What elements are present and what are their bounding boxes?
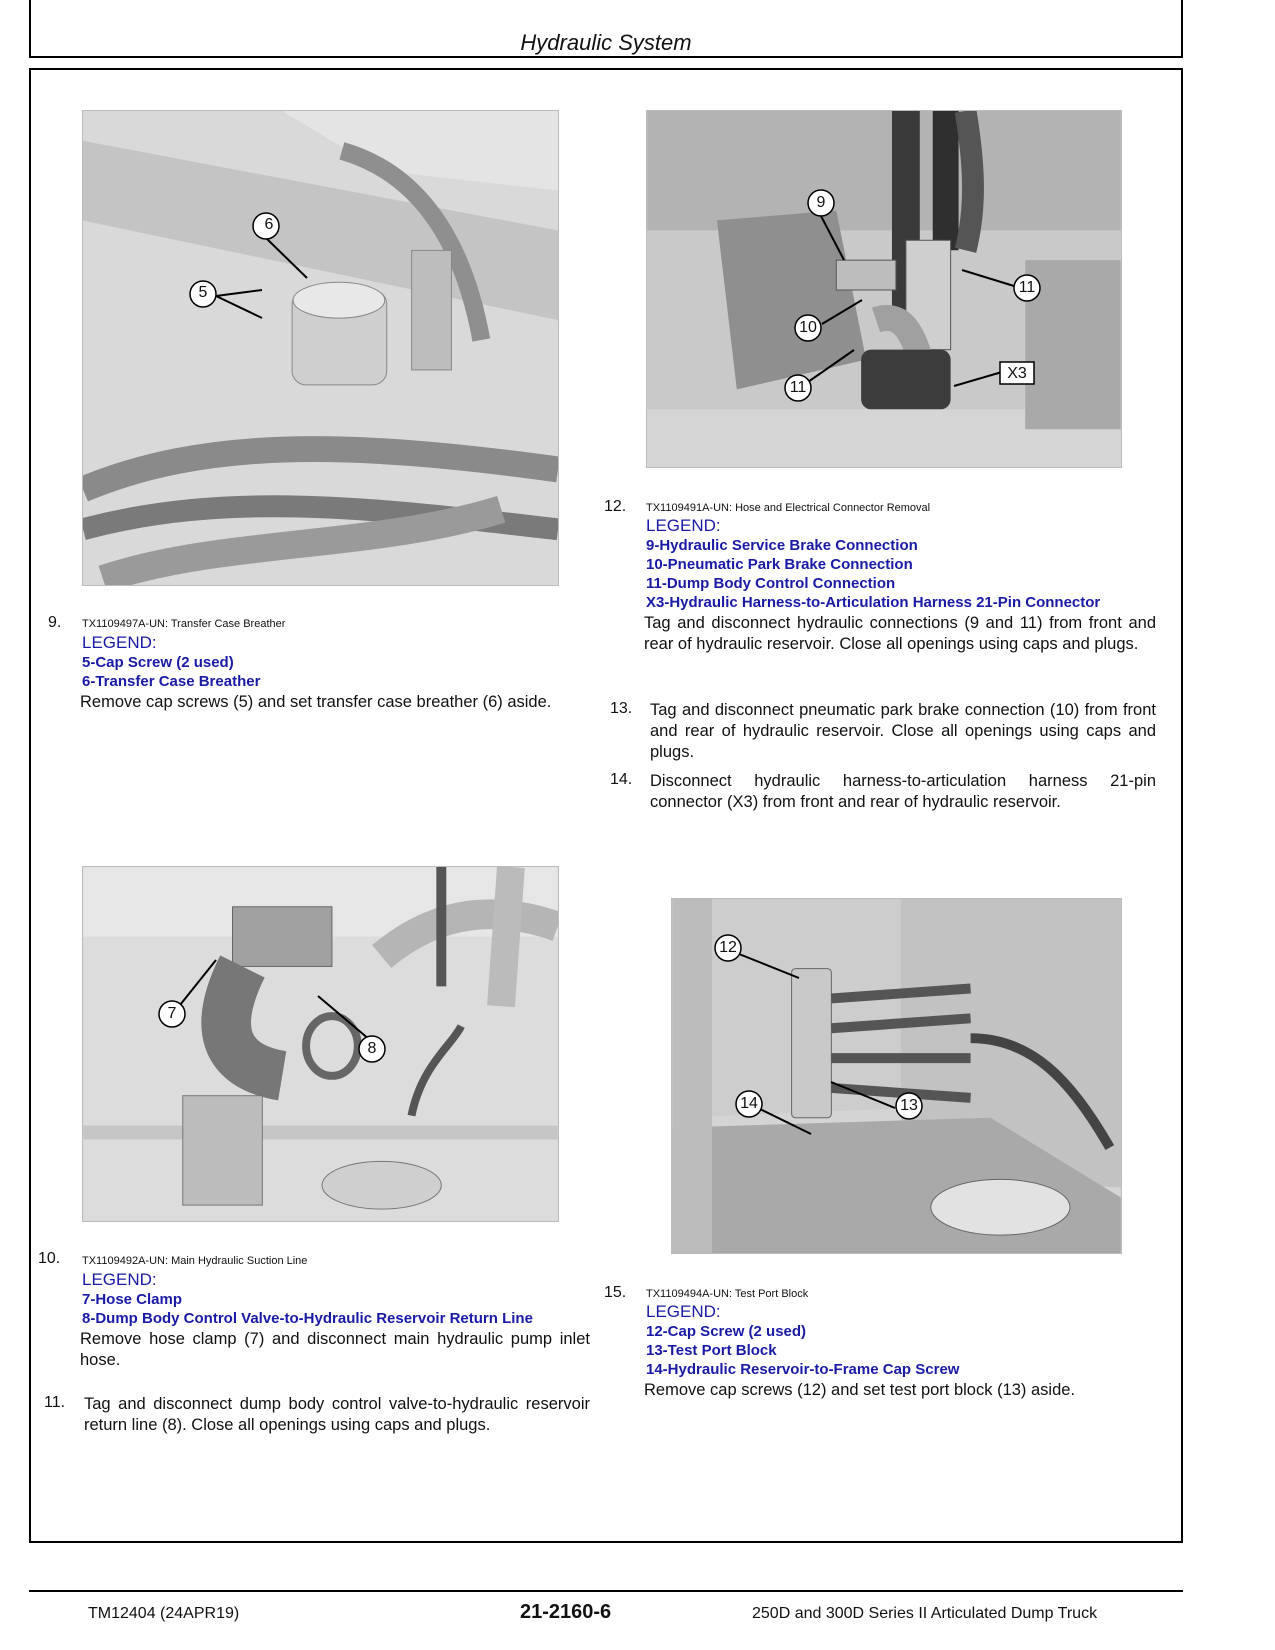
step-10-text: Remove hose clamp (7) and disconnect main hydraulic pump inlet hose. <box>80 1330 590 1369</box>
step-10-number: 10. <box>38 1250 61 1267</box>
step-15-caption: TX1109494A-UN: Test Port Block <box>646 1288 809 1300</box>
callout-10: 10 <box>799 319 817 336</box>
step-12-caption: TX1109491A-UN: Hose and Electrical Connector Removal <box>646 502 931 514</box>
step-10-caption: TX1109492A-UN: Main Hydraulic Suction Line <box>82 1255 308 1267</box>
step-9-legend-item: 6-Transfer Case Breather <box>82 673 261 690</box>
step-9-legend-item: 5-Cap Screw (2 used) <box>82 654 234 671</box>
step-14-text: Disconnect hydraulic harness-to-articulation harness 21-pin connector (X3) from front and rear of hydraulic reservoir. <box>650 772 1156 811</box>
callout-14: 14 <box>740 1095 758 1112</box>
callout-x3: X3 <box>1007 365 1027 382</box>
step-9-number: 9. <box>48 614 62 631</box>
fig9-callout-lines <box>82 110 559 586</box>
footer-doc-id: TM12404 (24APR19) <box>88 1605 240 1622</box>
step-12-text: Tag and disconnect hydraulic connections (9 and 11) from front and rear of hydraulic reservoir. Close all openings using caps and plugs. <box>644 614 1156 653</box>
callout-11: 11 <box>1018 279 1036 296</box>
callout-9: 9 <box>816 194 826 211</box>
step-15-legend-item: 13-Test Port Block <box>646 1342 777 1359</box>
step-12-legend-item: 11-Dump Body Control Connection <box>646 575 896 592</box>
callout-13: 13 <box>900 1097 918 1114</box>
step-15-number: 15. <box>604 1284 627 1301</box>
callout-5: 5 <box>198 284 208 301</box>
step-15-text: Remove cap screws (12) and set test port block (13) aside. <box>644 1381 1076 1399</box>
fig12-callout-lines <box>646 110 1122 468</box>
callout-8: 8 <box>367 1040 377 1057</box>
step-12-legend-item: 10-Pneumatic Park Brake Connection <box>646 556 913 573</box>
callout-6: 6 <box>264 216 274 233</box>
footer-page-number: 21-2160-6 <box>520 1601 612 1623</box>
step-9-caption: TX1109497A-UN: Transfer Case Breather <box>82 618 286 630</box>
step-15-legend-item: 14-Hydraulic Reservoir-to-Frame Cap Screw <box>646 1361 960 1378</box>
step-15-legend-title: LEGEND: <box>646 1302 721 1321</box>
footer-product: 250D and 300D Series II Articulated Dump Truck <box>752 1605 1098 1622</box>
section-title: Hydraulic System <box>520 30 692 55</box>
step-10-legend-item: 7-Hose Clamp <box>82 1291 183 1308</box>
step-12-number: 12. <box>604 498 627 515</box>
step-14-number: 14. <box>610 771 633 788</box>
callout-12: 12 <box>719 939 737 956</box>
step-12-legend-title: LEGEND: <box>646 516 721 535</box>
footer-rule <box>29 1590 1183 1592</box>
step-15-legend-item: 12-Cap Screw (2 used) <box>646 1323 807 1340</box>
step-10-legend-title: LEGEND: <box>82 1270 157 1289</box>
fig10-callout-lines <box>82 866 559 1222</box>
step-12-legend-item: 9-Hydraulic Service Brake Connection <box>646 537 918 554</box>
step-12-legend-item: X3-Hydraulic Harness-to-Articulation Harness 21-Pin Connector <box>646 594 1101 611</box>
step-13-number: 13. <box>610 700 633 717</box>
step-10-legend-item: 8-Dump Body Control Valve-to-Hydraulic Reservoir Return Line <box>82 1310 533 1327</box>
step-9-legend-title: LEGEND: <box>82 633 157 652</box>
callout-7: 7 <box>167 1005 177 1022</box>
step-11-text: Tag and disconnect dump body control valve-to-hydraulic reservoir return line (8). Close all openings using caps and plugs. <box>84 1395 590 1434</box>
callout-11: 11 <box>789 379 807 396</box>
step-11-number: 11. <box>44 1394 66 1411</box>
step-9-text: Remove cap screws (5) and set transfer case breather (6) aside. <box>80 693 552 711</box>
step-13-text: Tag and disconnect pneumatic park brake connection (10) from front and rear of hydraulic reservoir. Close all openings using caps and plugs. <box>650 701 1156 761</box>
